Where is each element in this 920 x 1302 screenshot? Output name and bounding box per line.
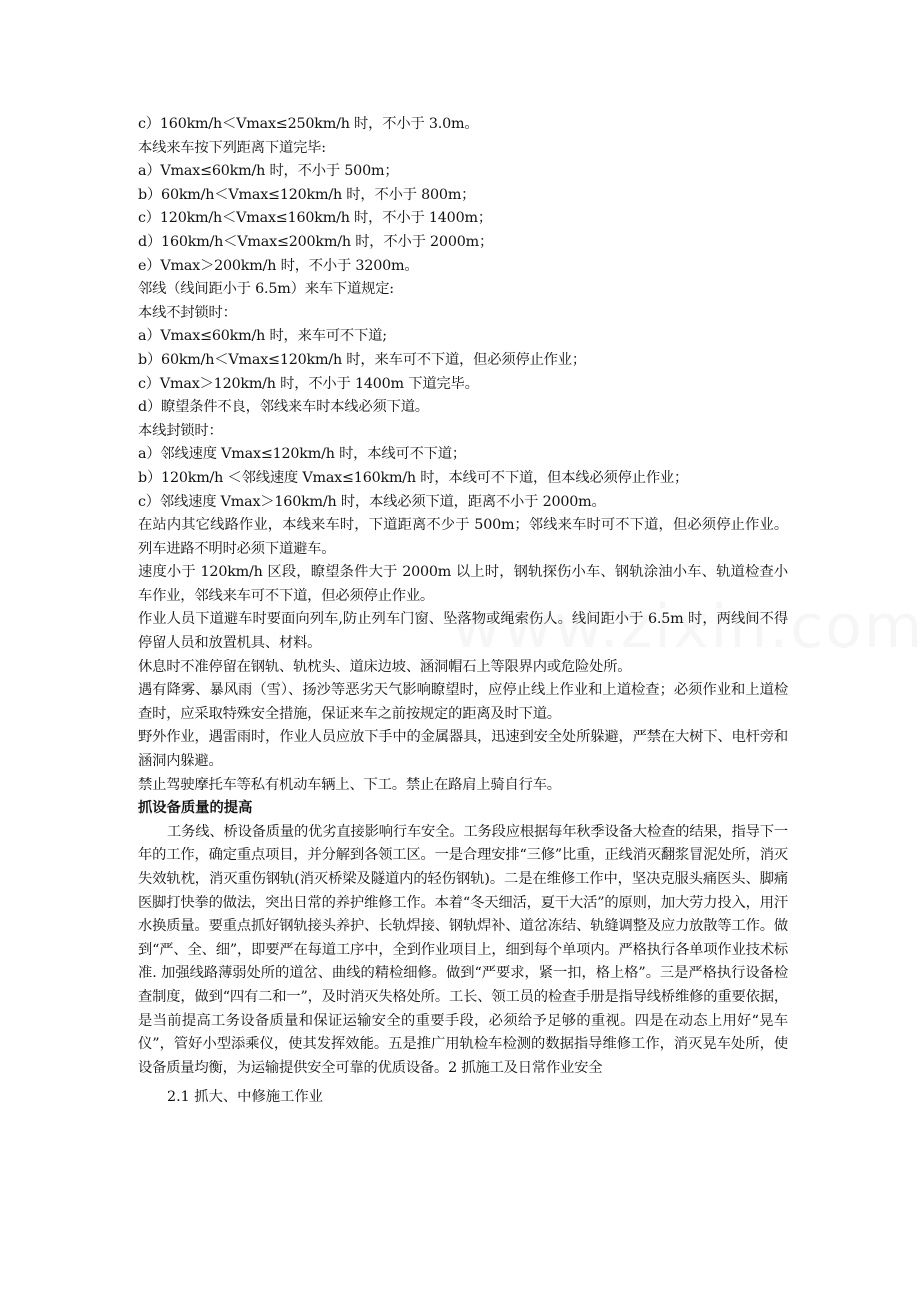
rules-paragraphs xyxy=(138,514,788,797)
text-line: b）60km/h＜Vmax≤120km/h 时，来车可不下道，但必须停止作业； xyxy=(138,351,586,368)
text-line: c）120km/h＜Vmax≤160km/h 时，不小于 1400m； xyxy=(138,210,492,227)
text-line: e）Vmax＞200km/h 时，不小于 3200m。 xyxy=(138,257,419,274)
text-line: a）邻线速度 Vmax≤120km/h 时，本线可不下道； xyxy=(138,446,466,463)
text-line: d）160km/h＜Vmax≤200km/h 时，不小于 2000m； xyxy=(138,233,494,250)
text-line: c）Vmax＞120km/h 时，不小于 1400m 下道完毕。 xyxy=(138,375,479,392)
text-line: b）60km/h＜Vmax≤120km/h 时，不小于 800m； xyxy=(138,186,476,203)
subheading: 2.1 抓大、中修施工作业 xyxy=(167,1089,323,1106)
paragraph: 野外作业，遇雷雨时，作业人员应放下手中的金属器具，迅速到安全处所躲避，严禁在大树下、电杆旁和涵洞内躲避。 xyxy=(138,729,788,770)
text-line: a）Vmax≤60km/h 时，来车可不下道; xyxy=(138,328,387,345)
paragraph: 遇有降雾、暴风雨（雪）、扬沙等恶劣天气影响瞭望时，应停止线上作业和上道检查；必须作业和上道检查时，应采取特殊安全措施，保证来车之前按规定的距离及时下道。 xyxy=(138,682,788,722)
text-line: a）Vmax≤60km/h 时，不小于 500m； xyxy=(138,163,399,180)
text-line: c）邻线速度 Vmax＞160km/h 时，本线必须下道，距离不小于 2000m。 xyxy=(138,493,606,510)
rules-lines xyxy=(138,113,788,514)
text-line: b）120km/h ＜邻线速度 Vmax≤160km/h 时，本线可不下道，但本线必须停止作业； xyxy=(138,469,689,486)
document-page xyxy=(138,113,788,1110)
section-heading: 抓设备质量的提高 xyxy=(138,800,253,817)
text-line: 本线不封锁时： xyxy=(138,304,237,321)
paragraph: 作业人员下道避车时要面向列车,防止列车门窗、坠落物或绳索伤人。线间距小于 6.5m 时，两线间不得停留人员和放置机具、材料。 xyxy=(138,611,788,652)
text-line: 本线封锁时： xyxy=(138,422,223,439)
text-line: d）瞭望条件不良，邻线来车时本线必须下道。 xyxy=(138,399,429,416)
paragraph: 速度小于 120km/h 区段，瞭望条件大于 2000m 以上时，钢轨探伤小车、钢轨涂油小车、轨道检查小车作业，邻线来车可不下道，但必须停止作业。 xyxy=(138,564,788,604)
text-line: 本线来车按下列距离下道完毕: xyxy=(138,139,326,156)
text-line: 邻线（线间距小于 6.5m）来车下道规定: xyxy=(138,281,394,298)
text-line: c）160km/h＜Vmax≤250km/h 时，不小于 3.0m。 xyxy=(138,116,479,132)
paragraph: 休息时不准停留在钢轨、轨枕头、道床边坡、涵洞帽石上等限界内或危险处所。 xyxy=(138,658,632,675)
section-body: 工务线、桥设备质量的优劣直接影响行车安全。工务段应根据每年秋季设备大检查的结果，指导下一年的工作，确定重点项目，并分解到各领工区。一是合理安排“三修”比重，正线消灭翻浆冒泥处所，消灭失效轨枕，消灭重伤钢轨(消灭桥梁及隧道内的轻伤钢轨)。二是在维修工作中，坚决克服头痛医头、脚痛医脚打快拳的做法，突出日常的养护维修工作。本着“冬天细活，夏干大活”的原则，加大劳力投入，用汗水换质量。要重点抓好钢轨接头养护、长轨焊接、钢轨焊补、道岔冻结、轨缝调整及应力放散等工作。做到“严、全、细”，即要严在每道工序中，全到作业项目上，细到每个单项内。严格执行各单项作业技术标准. 加强线路薄弱处所的道岔、曲线的精检细修。做到“严要求，紧一扣，格上格”。三是严格执行设备检查制度，做到“四有二和一”，及时消灭失格处所。工长、领工员的检查手册是指导线桥维修的重要依据，是当前提高工务设备质量和保证运输安全的重要手段，必须给予足够的重视。四是在动态上用好“晃车仪”，管好小型添乘仪，使其发挥效能。五是推广用轨检车检测的数据指导维修工作，消灭晃车处所，使设备质量均衡，为运输提供安全可靠的优质设备。2 抓施工及日常作业安全 xyxy=(138,823,788,1076)
paragraph: 禁止驾驶摩托车等私有机动车辆上、下工。禁止在路肩上骑自行车。 xyxy=(138,776,561,793)
paragraph: 在站内其它线路作业，本线来车时，下道距离不少于 500m；邻线来车时可不下道，但必须停止作业。列车进路不明时必须下道避车。 xyxy=(138,517,788,557)
